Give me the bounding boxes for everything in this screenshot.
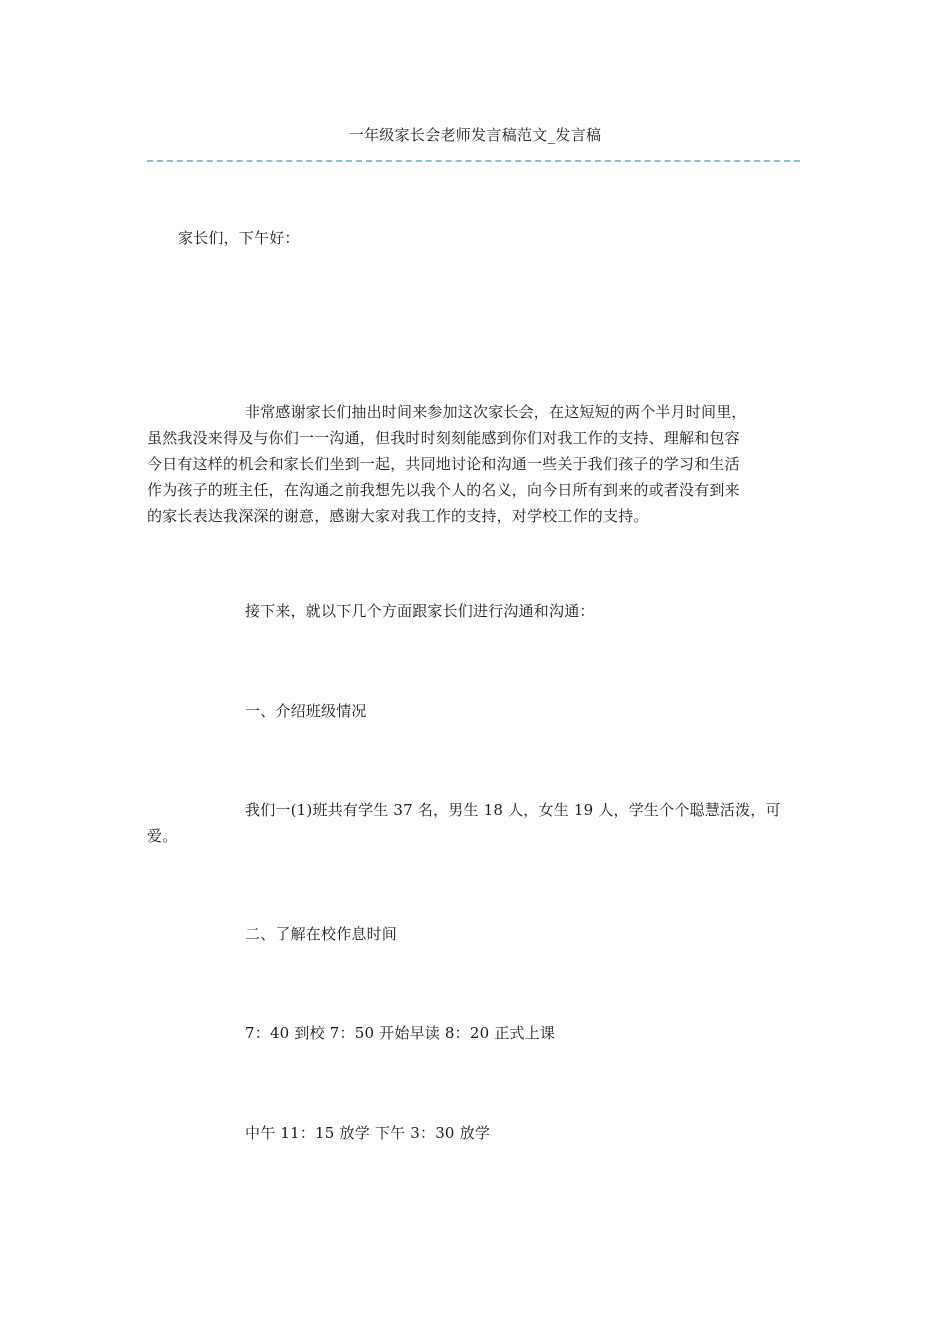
section-heading-schedule: 二、了解在校作息时间 — [245, 925, 398, 943]
class-info-paragraph — [147, 797, 781, 849]
paragraph-line: 的家长表达我深深的谢意，感谢大家对我工作的支持，对学校工作的支持。 — [147, 507, 649, 525]
schedule-afternoon: 中午 11：15 放学 下午 3：30 放学 — [245, 1124, 491, 1142]
paragraph-line: 我们一(1)班共有学生 37 名，男生 18 人，女生 19 人，学生个个聪慧活泼，可 — [245, 801, 781, 819]
paragraph-line: 非常感谢家长们抽出时间来参加这次家长会，在这短短的两个半月时间里， — [245, 403, 747, 421]
paragraph-line: 爱。 — [147, 827, 178, 845]
paragraph-thanks — [147, 399, 747, 529]
schedule-morning: 7：40 到校 7：50 开始早读 8：20 正式上课 — [245, 1024, 556, 1042]
document-title: 一年级家长会老师发言稿范文_发言稿 — [348, 126, 602, 144]
paragraph-line: 虽然我没来得及与你们一一沟通，但我时时刻刻能感到你们对我工作的支持、理解和包容 — [147, 429, 740, 447]
intro-text: 接下来，就以下几个方面跟家长们进行沟通和沟通： — [245, 602, 595, 620]
title-divider — [147, 160, 800, 162]
section-heading-class-info: 一、介绍班级情况 — [245, 702, 367, 720]
paragraph-line: 今日有这样的机会和家长们坐到一起，共同地讨论和沟通一些关于我们孩子的学习和生活 — [147, 455, 740, 473]
greeting: 家长们，下午好： — [178, 229, 300, 247]
paragraph-line: 作为孩子的班主任，在沟通之前我想先以我个人的名义，向今日所有到来的或者没有到来 — [147, 481, 740, 499]
